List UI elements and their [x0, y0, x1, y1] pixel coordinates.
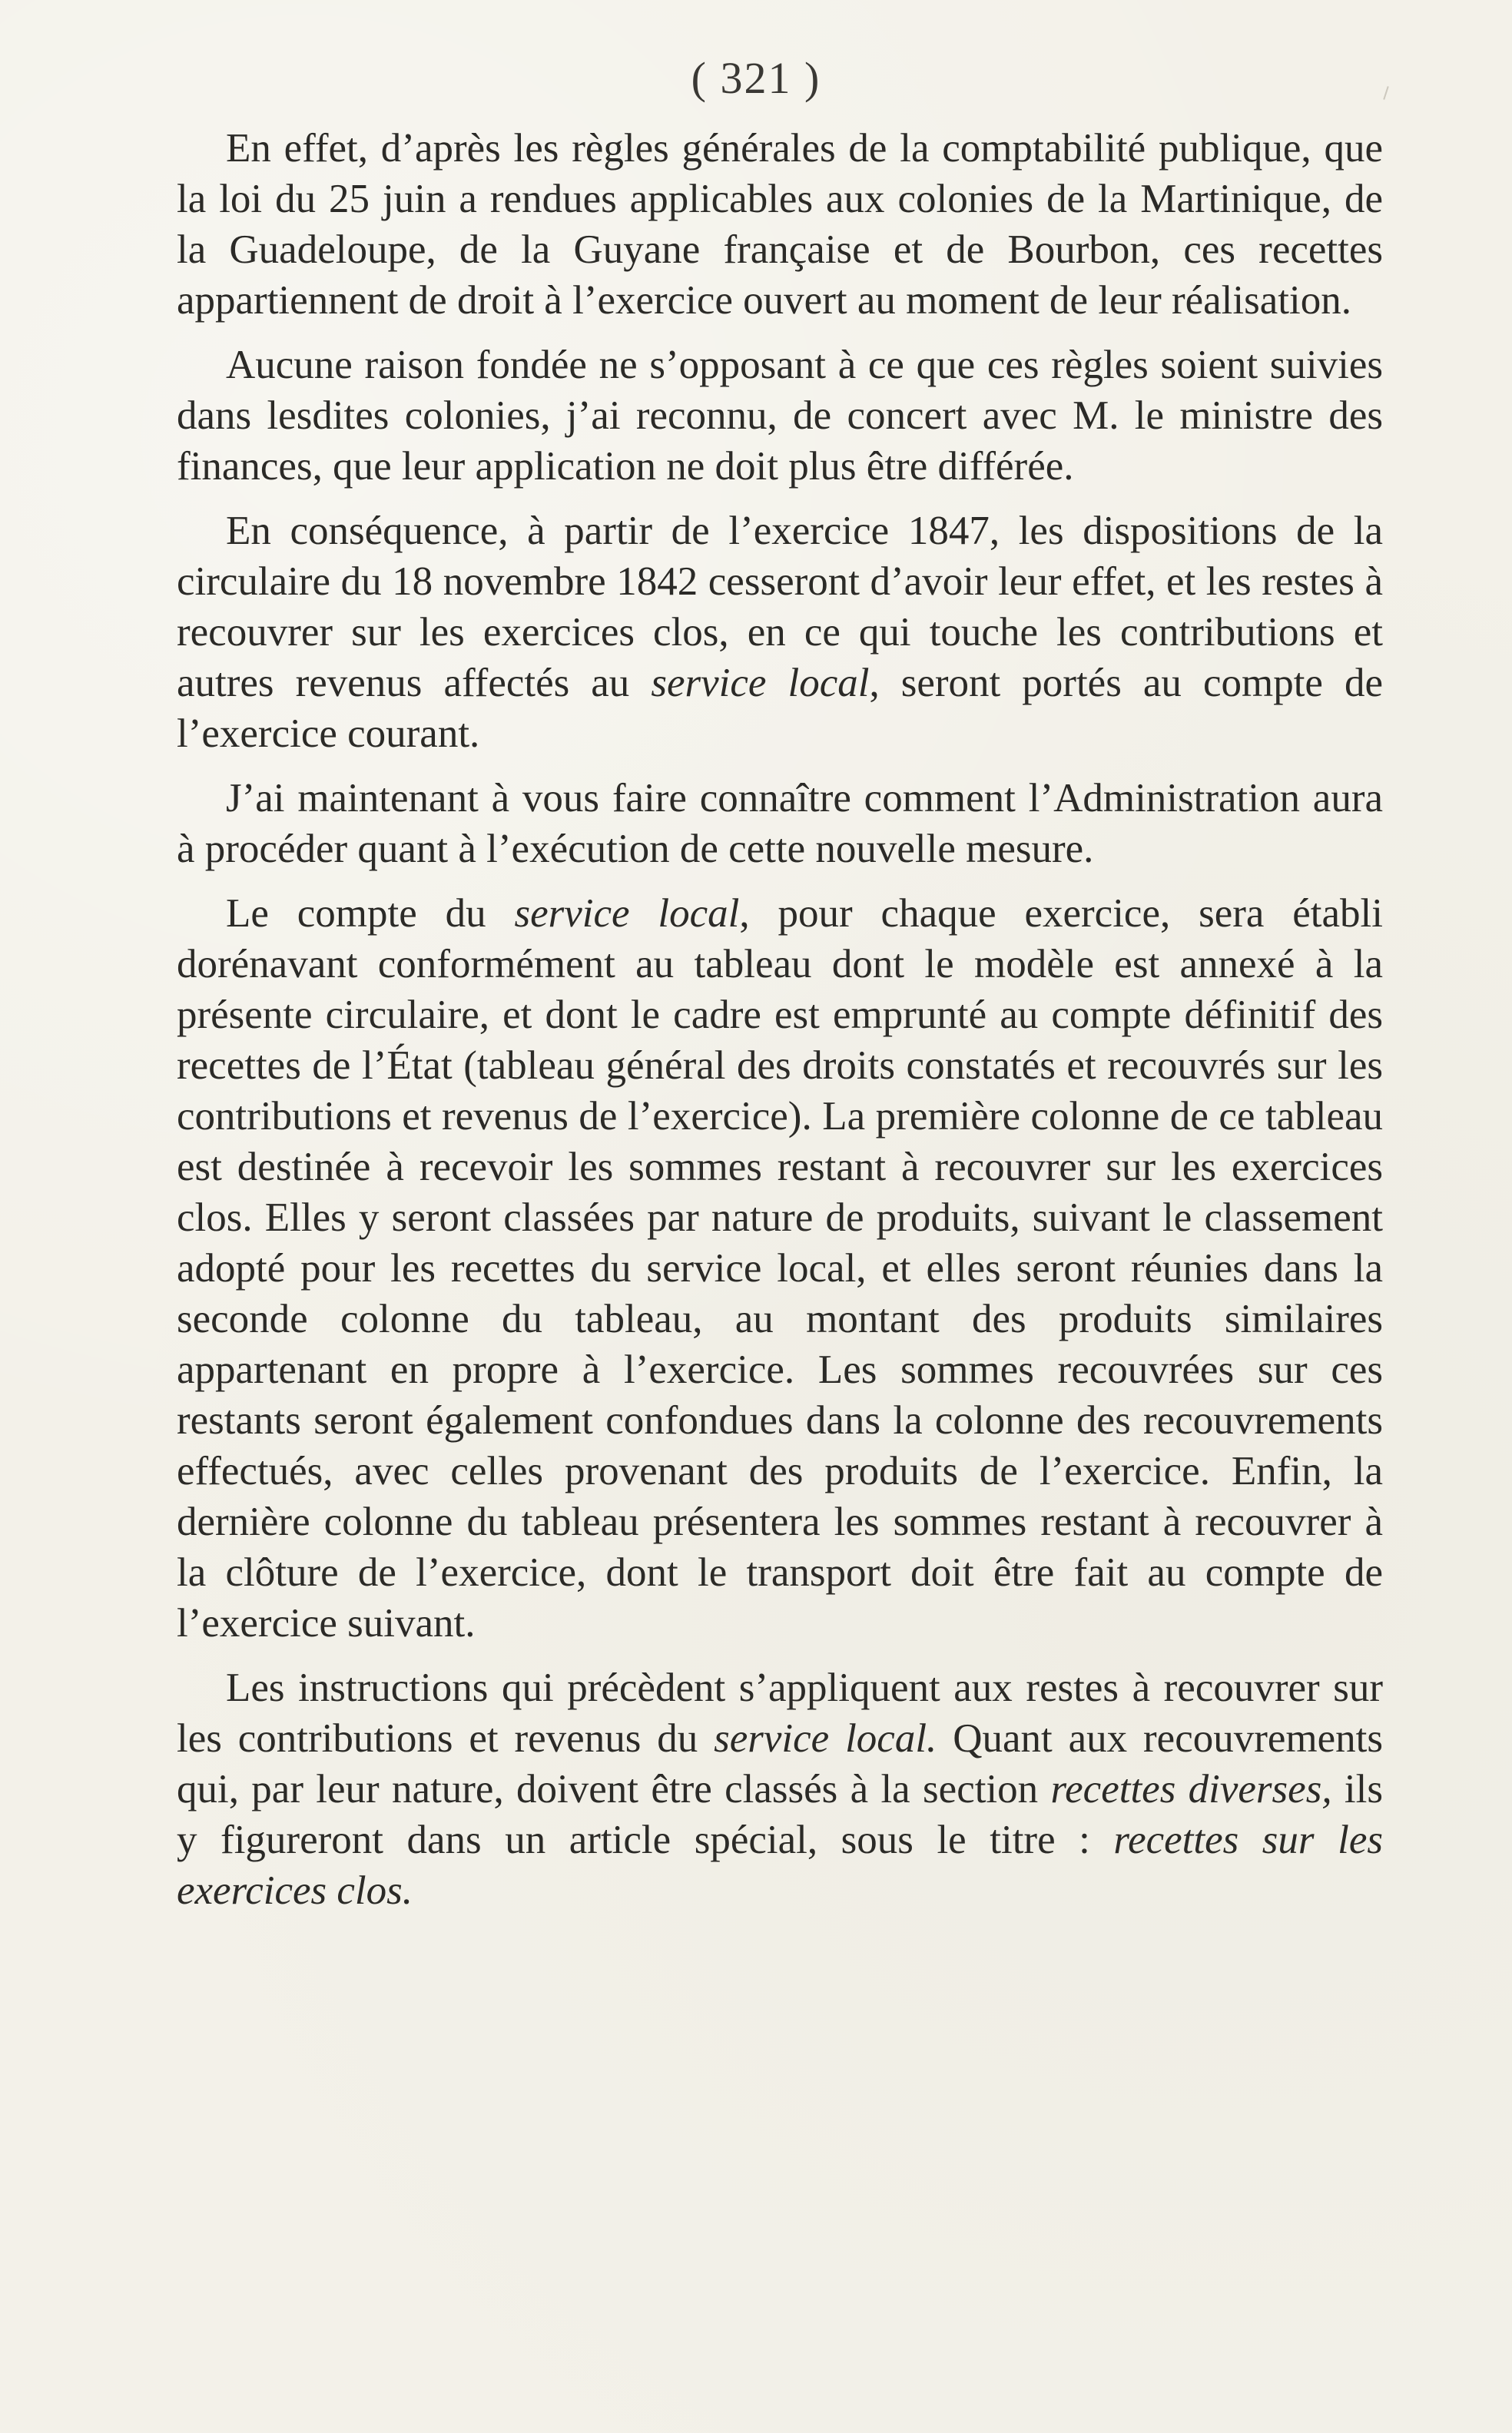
- paragraph-5: [177, 888, 1383, 1649]
- paragraph-5-text-end: , pour chaque exercice, sera établi dorénavant conformément au tableau dont le modèle est annexé à la présente circulaire, et dont le cadre est emprunté au compte définitif des recettes de l’État (tableau général des droits constatés et recouvrés sur les contributions et revenus de l’exercice). La première colonne de ce tableau est destinée à recevoir les sommes restant à recouvrer sur les exercices clos. Elles y seront classées par nature de produits, suivant le classement adopté pour les recettes du service local, et elles seront réunies dans la seconde colonne du tableau, au montant des produits similaires appartenant en propre à l’exercice. Les sommes recouvrées sur ces restants seront également confondues dans la colonne des recouvrements effectués, avec celles provenant des produits de l’exercice. Enfin, la dernière colonne du tableau présentera les sommes restant à recouvrer à la clôture de l’exercice, dont le transport doit être fait au compte de l’exercice suivant.: [177, 891, 1384, 1646]
- page-number: ( 321 ): [691, 53, 821, 103]
- service-local-term: service local: [514, 891, 740, 936]
- paragraph-6-text-start: Les instructions qui précèdent s’appliquent aux restes à recouvrer sur les contributions et revenus du: [177, 1666, 1383, 1761]
- paragraph-4: J’ai maintenant à vous faire connaître comment l’Administration aura à procéder quant à l’exécution de cette nouvelle mesure.: [177, 776, 1383, 871]
- paragraph-3-text-start: En conséquence, à partir de l’exercice 1847, les dispositions de la circulaire du 18 novembre 1842 cesseront d’avoir leur effet, et les restes à recouvrer sur les exercices clos, en ce qui touche les contributions et autres revenus affectés au: [177, 509, 1383, 705]
- paragraph-6-text-middle: Quant aux recouvrements qui, par leur nature, doivent être classés à la section: [177, 1716, 1383, 1811]
- paragraph-6-text-middle-2: ils y figureront dans un article spécial, sous le titre :: [177, 1767, 1384, 1862]
- document-body: [177, 123, 1383, 1916]
- paragraph-3-text-end: , seront portés au compte de l’exercice courant.: [177, 661, 1384, 756]
- service-local-term: service local: [651, 661, 870, 705]
- paragraph-6: [177, 1662, 1383, 1916]
- paragraph-2: Aucune raison fondée ne s’opposant à ce que ces règles soient suivies dans lesdites colonies, j’ai reconnu, de concert avec M. le ministre des finances, que leur application ne doit plus être différée.: [177, 343, 1383, 489]
- paragraph-3: [177, 505, 1383, 759]
- paragraph-1: En effet, d’après les règles générales de la comptabilité publique, que la loi du 25 juin a rendues applicables aux colonies de la Martinique, de la Guadeloupe, de la Guyane française et de Bourbon, ces recettes appartiennent de droit à l’exercice ouvert au moment de leur réalisation.: [177, 126, 1383, 323]
- service-local-term: service local.: [714, 1716, 937, 1761]
- recettes-sur-exercices-clos-term: recettes sur les exercices clos.: [177, 1818, 1383, 1913]
- paragraph-5-text-start: Le compte du: [226, 891, 515, 936]
- recettes-diverses-term: recettes diverses,: [1050, 1767, 1332, 1811]
